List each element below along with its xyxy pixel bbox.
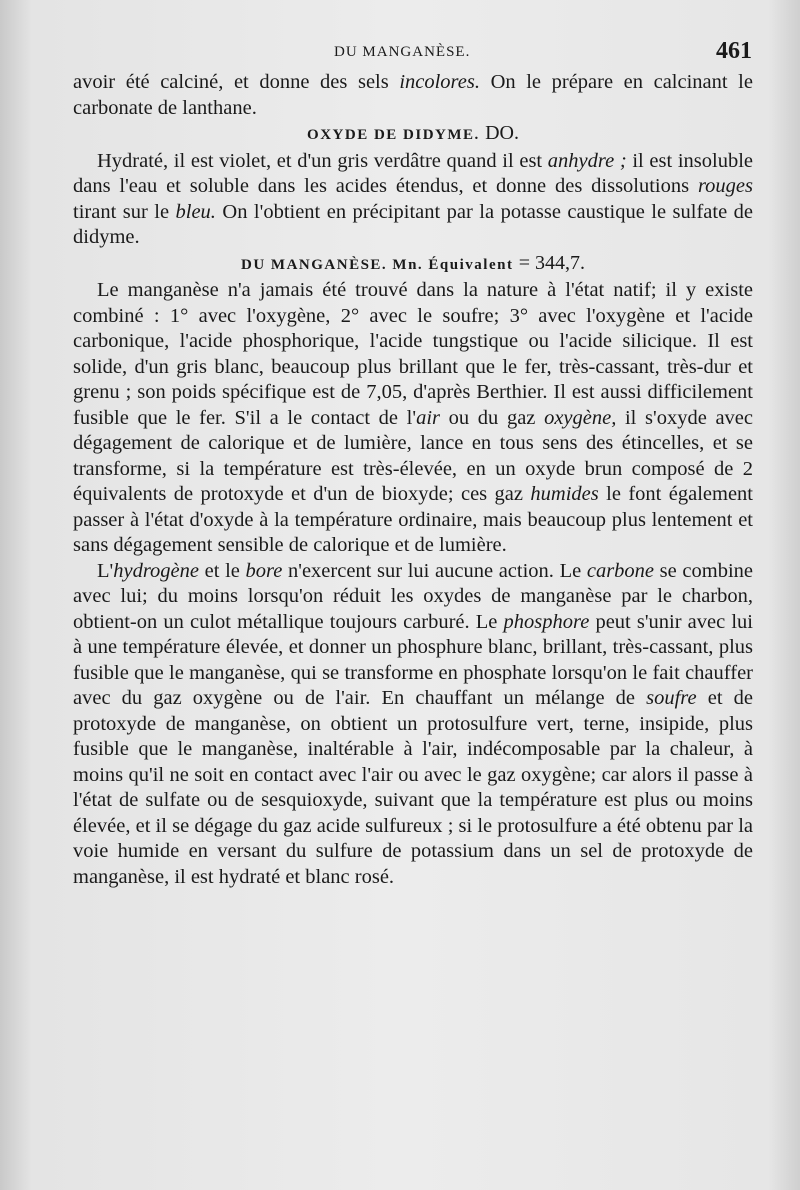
italic-run: oxygène, [544,406,617,429]
italic-run: rouges [697,175,753,197]
text-run: L' [97,559,114,582]
italic-run: bleu. [175,200,216,223]
heading-text: DU MANGANÈSE. Mn. Équivalent [241,256,514,273]
text-run: il est insoluble dans l'eau et soluble dans les acides étendus, et donne des dissolutions [73,149,753,197]
italic-run: soufre [646,687,697,709]
text-run: Hydraté, il est violet, et d'un gris verdâtre quand il est [97,149,548,172]
section-heading-manganese [73,251,753,279]
heading-text: OXYDE DE DIDYME. [307,127,480,143]
italic-run: phosphore [503,610,590,633]
text-run: il s'oxyde avec dégagement de calorique et de lumière, lance en tous sens des étincelles, et se transforme, si la température est très-élevée, en un oxyde brun composé de 2 équivalents de protoxyde et d'un de bioxyde; ces gaz [73,406,753,505]
text-run: peut s'unir avec lui à une température élevée, et donner un phosphure blanc, brillant, très-cassant, plus fusible que le manganèse, qui se transforme en phosphate lorsqu'on le fait chauffer avec du gaz oxygène ou de l'air. En chauffant un mélange de [73,610,753,709]
text-run: et le [198,559,246,582]
text-run: tirant sur le [73,200,176,223]
text-run: le font également passer à l'état d'oxyde à la température ordinaire, mais beaucoup plus lentement et sans dégagement sensible de calorique et de lumière. [73,483,753,556]
text-run: On le prépare en calcinant le carbonate de lanthane. [73,71,753,119]
text-run: et de protoxyde de manganèse, on obtient un protosulfure vert, terne, insipide, plus fusible que le manganèse, inaltérable à l'air, indécomposable par la chaleur, à moins qu'il ne soit en contact avec l'air ou avec le gaz oxygène; car alors il passe à l'état de sulfate ou de sesquioxyde, suivant que la température est plus ou moins élevée, et il se dégage du gaz acide sulfureux ; si le protosulfure a été obtenu par la voie humide en versant du sulfure de potassium dans un sel de protoxyde de manganèse, il est hydraté et blanc rosé. [73,687,753,888]
italic-run: carbone [586,559,655,582]
text-run: avoir été calciné, et donne des sels [73,71,400,93]
italic-run: incolores. [399,71,480,93]
italic-run: bore [245,559,283,582]
text-run: ou du gaz [440,406,545,429]
running-title: DU MANGANÈSE. [334,44,471,60]
heading-symbol: DO. [485,122,519,144]
body-text [73,70,753,890]
section-heading-didyme [73,121,753,149]
text-run: On l'obtient en précipitant par la potasse caustique le sulfate de didyme. [73,200,753,248]
intro-paragraph [73,70,753,121]
heading-equivalent: = 344,7. [518,251,585,274]
text-run: Le manganèse n'a jamais été trouvé dans la nature à l'état natif; il y existe combiné : 1° avec l'oxygène, 2° avec le soufre; 3° avec l'oxygène et l'acide carbonique, l'acide phosphorique, l'acide tungstique ou l'acide silicique. Il est solide, d'un gris blanc, beaucoup plus brillant que le fer, très-cassant, très-dur et grenu ; son poids spécifique est de 7,05, d'après Berthier. Il est aussi difficilement fusible que le fer. S'il a le contact de l' [73,279,753,429]
text-run: n'exercent sur lui aucune action. Le [282,559,587,582]
italic-run: air [416,406,441,429]
italic-run: humides [530,483,599,505]
didyme-paragraph [73,149,753,251]
manganese-paragraph-1 [73,278,753,559]
text-run: se combine avec lui; du moins lorsqu'on réduit les oxydes de manganèse par le charbon, obtient-on un culot métallique toujours carburé. Le [73,559,753,633]
italic-run: hydrogène [113,559,199,582]
italic-run: anhydre ; [547,149,627,172]
manganese-paragraph-2 [73,559,753,891]
running-head [72,38,752,68]
page-number: 461 [716,38,752,64]
